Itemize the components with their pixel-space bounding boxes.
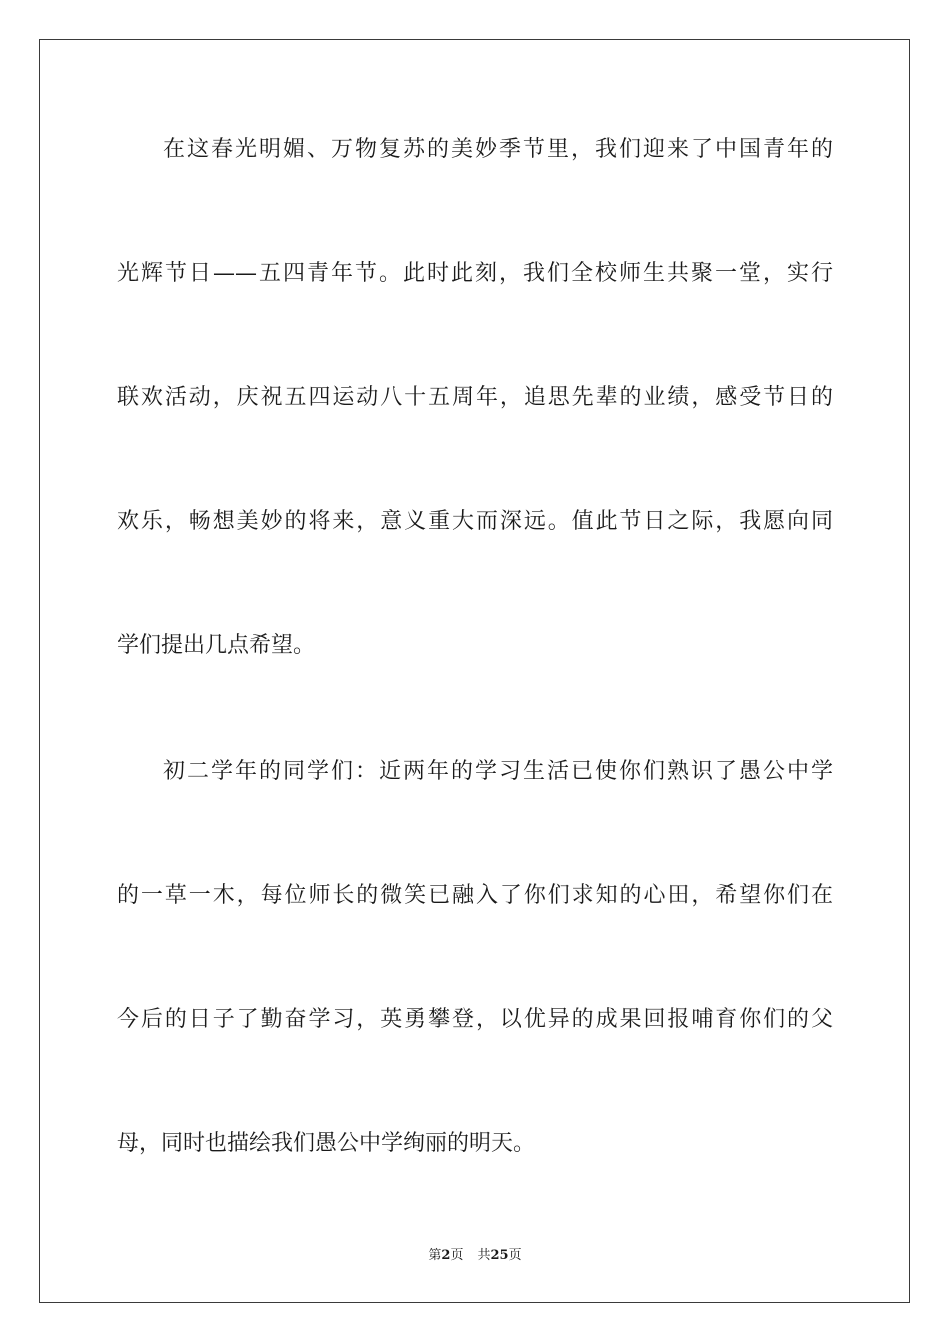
paragraph-1-line-5: 学们提出几点希望。	[117, 633, 316, 658]
paragraph-2-line-3: 今后的日子了勤奋学习，英勇攀登，以优异的成果回报哺育你们的父	[117, 1007, 833, 1032]
footer-total-suffix: 页	[508, 1248, 522, 1263]
paragraph-2-line-4: 母，同时也描绘我们愚公中学绚丽的明天。	[117, 1131, 536, 1156]
footer-page-prefix: 第	[428, 1248, 442, 1263]
page-footer	[0, 1246, 950, 1266]
paragraph-1-line-3: 联欢活动，庆祝五四运动八十五周年，追思先辈的业绩，感受节日的	[117, 385, 833, 410]
page-border	[39, 39, 910, 1303]
footer-total-pages: 25	[490, 1248, 509, 1263]
paragraph-2-line-2: 的一草一木，每位师长的微笑已融入了你们求知的心田，希望你们在	[117, 883, 833, 908]
paragraph-1-line-1: 在这春光明媚、万物复苏的美妙季节里，我们迎来了中国青年的	[163, 137, 833, 162]
footer-total-prefix: 共	[477, 1248, 491, 1263]
paragraph-2-line-1: 初二学年的同学们：近两年的学习生活已使你们熟识了愚公中学	[163, 759, 833, 784]
paragraph-1-line-2: 光辉节日——五四青年节。此时此刻，我们全校师生共聚一堂，实行	[117, 261, 833, 286]
paragraph-1-line-4: 欢乐，畅想美妙的将来，意义重大而深远。值此节日之际，我愿向同	[117, 509, 833, 534]
footer-page-number: 2	[441, 1248, 451, 1263]
footer-page-suffix: 页	[450, 1248, 464, 1263]
